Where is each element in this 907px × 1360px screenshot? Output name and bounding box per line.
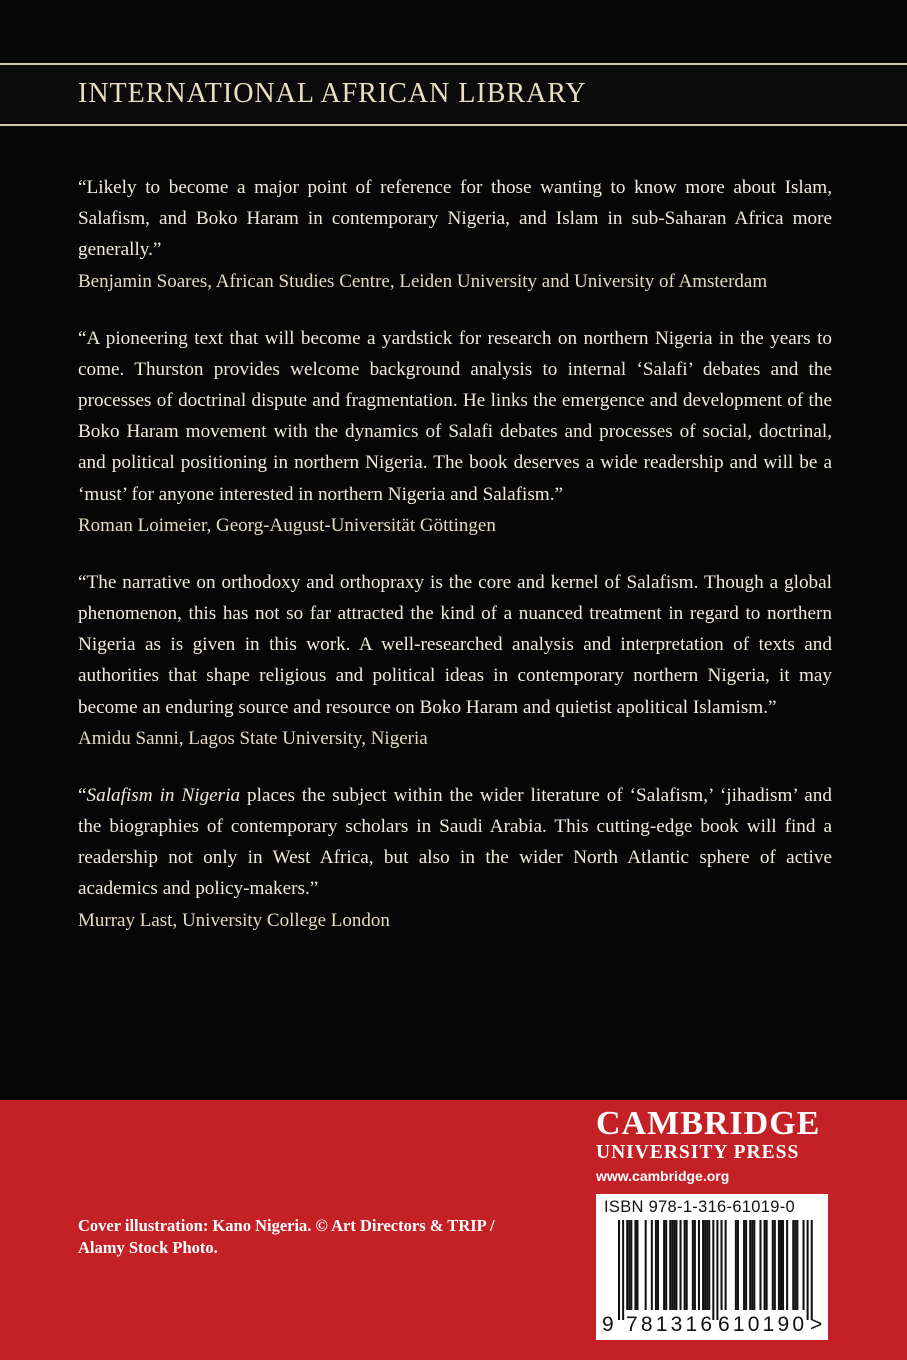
endorsement-1 xyxy=(78,172,832,297)
barcode-bar xyxy=(669,1220,671,1310)
barcode-bar xyxy=(811,1220,813,1320)
barcode-bar xyxy=(766,1220,768,1310)
barcode-bar xyxy=(706,1220,708,1310)
barcode-bar xyxy=(796,1220,798,1310)
endorsement-attribution: Roman Loimeier, Georg-August-Universität Göttingen xyxy=(78,514,496,536)
barcode-bar xyxy=(743,1220,745,1310)
barcode-bar xyxy=(628,1220,630,1310)
cover-credit-line-2: Alamy Stock Photo. xyxy=(78,1238,218,1257)
publisher-url[interactable]: www.cambridge.org xyxy=(596,1168,730,1184)
barcode-bar xyxy=(636,1220,638,1310)
barcode-bar xyxy=(716,1220,718,1320)
endorsement-quote xyxy=(78,780,832,905)
barcode-quiet-mark: > xyxy=(810,1313,823,1336)
barcode-bar xyxy=(692,1220,694,1310)
cover-credit xyxy=(78,1215,538,1259)
barcode-bars xyxy=(596,1220,828,1320)
endorsement-attribution: Murray Last, University College London xyxy=(78,909,390,931)
quote-rest: places the subject within the wider literature of ‘Salafism,’ ‘jihadism’ and the biographies of contemporary scholars in Saudi Arabia. This cutting-edge book will find a readership not only in West Africa, but also in the wider North Atlantic sphere of active academics and policy-makers.” xyxy=(78,784,832,900)
barcode-bar xyxy=(698,1220,700,1310)
barcode-right-group: 610190 xyxy=(718,1313,808,1336)
barcode-bar xyxy=(745,1220,747,1310)
barcode-bar xyxy=(630,1220,632,1310)
barcode-bar xyxy=(684,1220,686,1310)
barcode-bar xyxy=(749,1220,751,1310)
barcode-lead-digit: 9 xyxy=(602,1313,614,1336)
barcode-bar xyxy=(721,1220,723,1310)
barcode-bar xyxy=(774,1220,776,1310)
endorsements xyxy=(78,172,832,962)
barcode-bar xyxy=(737,1220,739,1310)
open-quote-mark: “ xyxy=(78,784,87,806)
barcode-bar xyxy=(655,1220,657,1310)
endorsement-attribution: Amidu Sanni, Lagos State University, Nigeria xyxy=(78,727,428,749)
barcode-bar xyxy=(673,1220,675,1310)
barcode-bar xyxy=(651,1220,653,1310)
barcode-bar xyxy=(803,1220,805,1310)
barcode-bar xyxy=(686,1220,688,1310)
series-rule-top xyxy=(0,63,907,65)
barcode-bar xyxy=(794,1220,796,1310)
barcode-bar xyxy=(634,1220,636,1310)
publisher-logo xyxy=(596,1106,826,1186)
barcode-bar xyxy=(680,1220,682,1310)
endorsement-quote: “The narrative on orthodoxy and orthopraxy is the core and kernel of Salafism. Though a global phenomenon, this has not so far attracted the kind of a nuanced treatment in regard to northern Nigeria as is given in this work. A well-researched analysis and interpretation of texts and authorities that shape religious and political ideas in contemporary northern Nigeria, it may become an enduring source and resource on Boko Haram and quietist apolitical Islamism.” xyxy=(78,571,832,718)
endorsement-3 xyxy=(78,567,832,754)
barcode-bar xyxy=(702,1220,704,1310)
barcode-bar xyxy=(782,1220,784,1310)
barcode-bar xyxy=(645,1220,647,1310)
endorsement-2 xyxy=(78,323,832,541)
endorsement-4 xyxy=(78,780,832,936)
series-rule-bottom xyxy=(0,124,907,126)
cover-credit-line-1: Cover illustration: Kano Nigeria. © Art Directors & TRIP / xyxy=(78,1216,495,1235)
barcode-bar xyxy=(704,1220,706,1310)
barcode-bar xyxy=(772,1220,774,1310)
endorsement-attribution: Benjamin Soares, African Studies Centre, Leiden University and University of Amsterdam xyxy=(78,270,768,292)
barcode-bar xyxy=(780,1220,782,1310)
barcode-bar xyxy=(618,1220,620,1320)
barcode-digits xyxy=(596,1313,828,1339)
barcode-bar xyxy=(694,1220,696,1310)
barcode-bar xyxy=(657,1220,659,1310)
barcode-bar xyxy=(792,1220,794,1310)
barcode-bar xyxy=(665,1220,667,1310)
barcode-bar xyxy=(753,1220,755,1310)
barcode-bar xyxy=(622,1220,624,1320)
publisher-name: CAMBRIDGE xyxy=(596,1105,821,1142)
barcode-bar xyxy=(675,1220,677,1310)
barcode-bar xyxy=(712,1220,714,1320)
barcode-bar xyxy=(708,1220,710,1310)
isbn-label: ISBN 978-1-316-61019-0 xyxy=(604,1198,795,1216)
endorsement-quote: “Likely to become a major point of reference for those wanting to know more about Islam, Salafism, and Boko Haram in contemporary Nigeria, and Islam in sub-Saharan Africa more generally.” xyxy=(78,177,832,261)
barcode-bar xyxy=(626,1220,628,1310)
barcode-bar xyxy=(751,1220,753,1310)
endorsement-quote: “A pioneering text that will become a yardstick for research on northern Nigeria in the years to come. Thurston provides welcome background analysis to internal ‘Salafi’ debates and the processes of doctrinal dispute and fragmentation. He links the emergence and development of the Boko Haram movement with the dynamics of Salafi debates and processes of social, doctrinal, and political positioning in northern Nigeria. The book deserves a wide readership and will be a ‘must’ for anyone interested in northern Nigeria and Salafism.” xyxy=(78,327,832,505)
barcode-bar xyxy=(778,1220,780,1310)
barcode-box xyxy=(596,1194,828,1340)
barcode-bar xyxy=(663,1220,665,1310)
book-title: Salafism in Nigeria xyxy=(86,784,241,806)
series-title: INTERNATIONAL AFRICAN LIBRARY xyxy=(78,78,587,109)
barcode-bar xyxy=(807,1220,809,1320)
barcode-bar xyxy=(764,1220,766,1310)
barcode-bar xyxy=(671,1220,673,1310)
barcode-bar xyxy=(735,1220,737,1310)
publisher-imprint: UNIVERSITY PRESS xyxy=(596,1142,800,1163)
barcode-bar xyxy=(786,1220,788,1310)
barcode-bar xyxy=(725,1220,727,1310)
barcode-bar xyxy=(759,1220,761,1310)
barcode-left-group: 781316 xyxy=(626,1313,716,1336)
